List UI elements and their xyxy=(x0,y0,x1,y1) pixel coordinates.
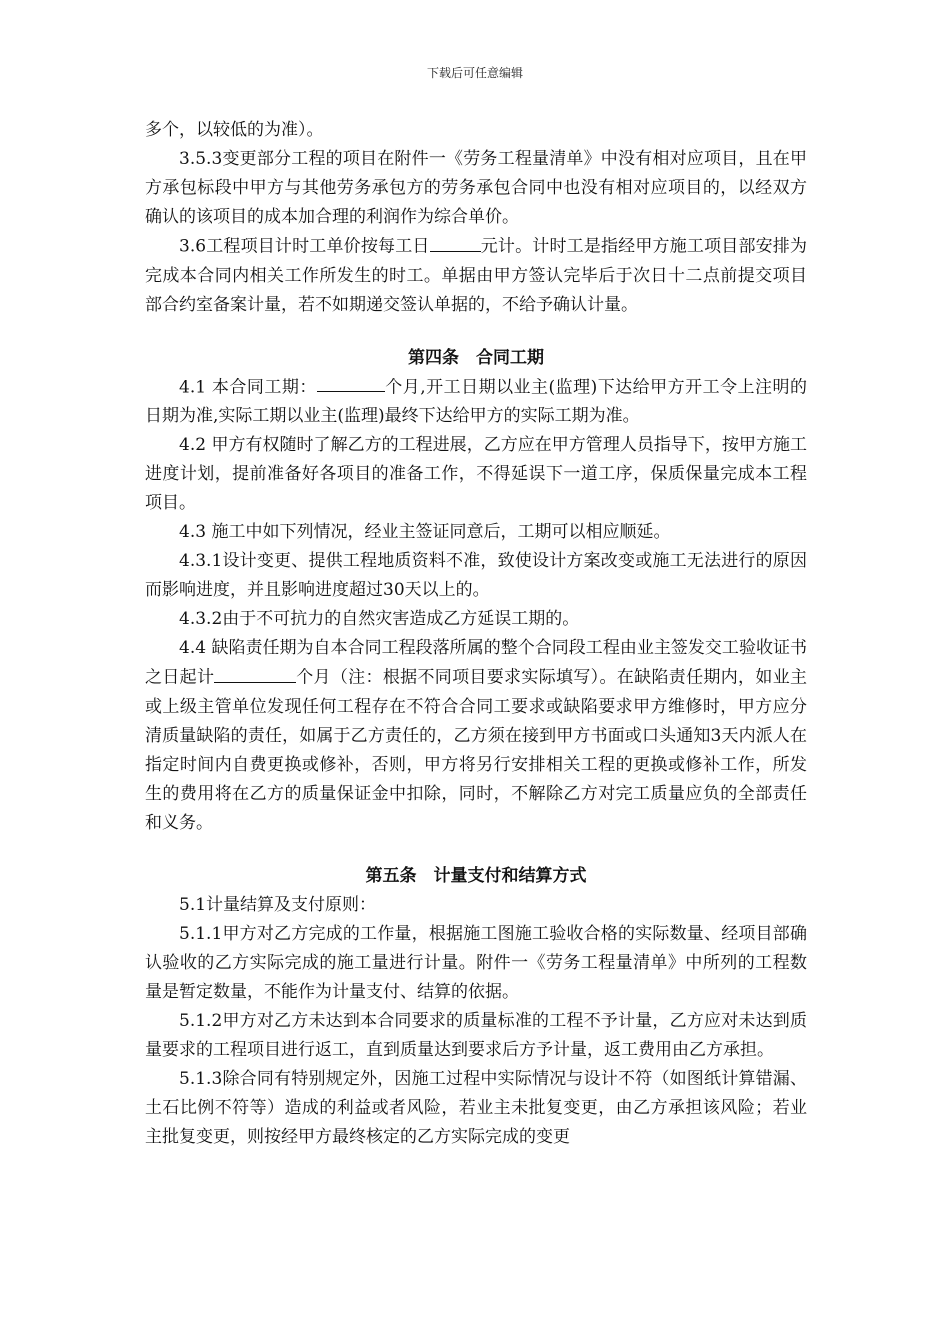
paragraph-text: 元计。计时工是指经甲方施工项目部安排为完成本合同内相关工作所发生的时工。单据由甲方签认完毕后于次日十二点前提交项目部合约室备案计量，若不如期递交签认单据的，不给予确认计量。 xyxy=(145,236,807,315)
paragraph-text: 个月（注：根据不同项目要求实际填写）。在缺陷责任期内，如业主或上级主管单位发现任何工程存在不符合合同工要求或缺陷要求甲方维修时，甲方应分清质量缺陷的责任，如属于乙方责任的，乙方须在接到甲方书面或口头通知3天内派人在指定时间内自费更换或修补，否则，甲方将另行安排相关工程的更换或修补工作，所发生的费用将在乙方的质量保证金中扣除，同时，不解除乙方对完工质量应负的全部责任和义务。 xyxy=(145,668,808,834)
fill-in-blank xyxy=(214,663,296,683)
paragraph: 5.1.2甲方对乙方未达到本合同要求的质量标准的工程不予计量，乙方应对未达到质量要求的工程项目进行返工，直到质量达到要求后方予计量，返工费用由乙方承担。 xyxy=(145,1011,807,1061)
section-heading: 第五条 计量支付和结算方式 xyxy=(365,866,587,887)
paragraph: 4.3.1设计变更、提供工程地质资料不准，致使设计方案改变或施工无法进行的原因而影响进度，并且影响进度超过30天以上的。 xyxy=(145,551,807,601)
paragraph xyxy=(145,634,807,838)
paragraph xyxy=(145,232,807,320)
fill-in-blank xyxy=(317,373,385,393)
paragraph-text: 3.6工程项目计时工单价按每工日 xyxy=(179,236,430,257)
document-body xyxy=(145,116,807,1152)
paragraph: 4.2 甲方有权随时了解乙方的工程进展，乙方应在甲方管理人员指导下，按甲方施工进度计划，提前准备好各项目的准备工作，不得延误下一道工序，保质保量完成本工程项目。 xyxy=(145,435,807,514)
paragraph: 5.1.1甲方对乙方完成的工作量，根据施工图施工验收合格的实际数量、经项目部确认验收的乙方实际完成的施工量进行计量。附件一《劳务工程量清单》中所列的工程数量是暂定数量，不能作为计量支付、结算的依据。 xyxy=(145,924,807,1003)
paragraph: 4.3.2由于不可抗力的自然灾害造成乙方延误工期的。 xyxy=(179,609,580,630)
paragraph-text: 个月,开工日期以业主(监理)下达给甲方开工令上注明的日期为准,实际工期以业主(监理)最终下达给甲方的实际工期为准。 xyxy=(145,377,807,427)
fill-in-blank xyxy=(430,232,481,252)
paragraph: 5.1.3除合同有特别规定外，因施工过程中实际情况与设计不符（如图纸计算错漏、土石比例不符等）造成的利益或者风险，若业主未批复变更，由乙方承担该风险；若业主批复变更，则按经甲方最终核定的乙方实际完成的变更 xyxy=(145,1069,807,1148)
paragraph: 多个，以较低的为准）。 xyxy=(145,120,324,140)
section-heading: 第四条 合同工期 xyxy=(408,347,544,368)
paragraph-text: 4.1 本合同工期： xyxy=(179,377,317,398)
paragraph: 4.3 施工中如下列情况，经业主签证同意后，工期可以相应顺延。 xyxy=(179,522,671,543)
paragraph xyxy=(145,373,807,432)
paragraph: 3.5.3变更部分工程的项目在附件一《劳务工程量清单》中没有相对应项目，且在甲方承包标段中甲方与其他劳务承包方的劳务承包合同中也没有相对应项目的，以经双方确认的该项目的成本加合理的利润作为综合单价。 xyxy=(145,149,807,227)
paragraph-text: 4.4 缺陷责任期为自本合同工程段落所属的整个合同段工程由业主签发交工验收证书之日起计 xyxy=(145,638,807,689)
paragraph: 5.1计量结算及支付原则： xyxy=(179,895,377,916)
page-header-note: 下载后可任意编辑 xyxy=(426,66,523,80)
